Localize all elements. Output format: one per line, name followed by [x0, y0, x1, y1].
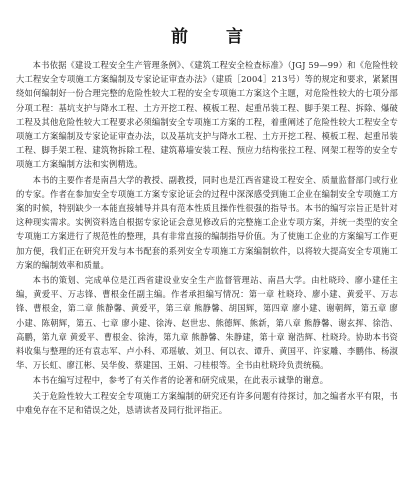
paragraph-4: 本书在编写过程中，参考了有关作者的论著和研究成果，在此表示诚挚的谢意。 [32, 375, 329, 386]
preface-body [16, 58, 398, 417]
paragraph-3: 本书的策划、完成单位是江西省建设业安全生产监督管理站、南昌大学。由杜晓玲、廖小建任主编，黄爱平、万志锋、曹根金任副主编。作者承担编写情况：第一章 杜晓玲、廖小建、黄爱平、万志锋、曹根金，第二章 熊静馨、黄爱平，第三章 熊静馨、胡国辉，第四章 廖小建、谢朝辉，第五章 廖小建、陈朝辉，第五、七章 廖小建、徐涛、赵世忠、熊德辉、熊新，第八章 熊静馨、谢玄挥、徐浩、高鹏，第九章 黄爱平、曹根金、徐涛，第九章 熊静馨、朱静建，第十章 谢浩辉、杜晓玲。协助本书资料收集与整理的还有袁志军、卢小科、邓瑶敏、刘卫、何以衣、谭升、黄国平、许家雕、李鹏伟、杨淑华、万长虹、廖江彬、吴华俊、蔡建国、王娟、刁桂根等。全书由杜晓玲负责统稿。 [16, 275, 398, 371]
paragraph-2: 本书的主要作者是南昌大学的教授、副教授，同时也是江西省建设工程安全、质量监督部门或行业的专家。作者在参加安全专项施工方案专家论证会的过程中深深感受到施工企业在编制安全专项施工方案的时候，特别缺少一本能直接辅导并具有范本性质且操作性很强的指导书。本书的编写宗旨正是针对这种现实需求。实例资料选自根据专家论证会意见修改后的完整施工企业专项方案，并统一类型的安全专项施工方案进行了规范性的整理，具有非常直接的编制指导价值。为了使施工企业的方案编写工作更加方便，我们正在研究开发与本书配套的系列安全专项施工方案编制软件，以将较大提高安全专项施工方案的编制效率和质量。 [16, 174, 398, 270]
page-title: 前 言 [171, 27, 259, 47]
paragraph-1: 本书依据《建设工程安全生产管理条例》、《建筑工程安全检查标准》（JGJ 59—99）和《危险性较大工程安全专项施工方案编制及专家论证审查办法》（建质［2004］213号）等的规定和要求，紧紧围绕如何编制好一份合理完整的危险性较大工程的安全专项施工方案这个主题，对危险性较大的七项分部分项工程：基坑支护与降水工程、土方开挖工程、模板工程、起重吊装工程、脚手架工程、拆除、爆破工程及其他危险性较大工程要求必须编制安全专项施工方案的工程，着重阐述了危险性较大工程安全专项施工方案编制及专家论证审查办法，以及基坑支护与降水工程、土方开挖工程、模板工程、起重吊装工程、脚手架工程、建筑物拆除工程、建筑幕墙安装工程、预应力结构张拉工程、网架工程等的安全专项施工方案编制方法和实例精选。 [16, 60, 398, 170]
paragraph-5: 关于危险性较大工程安全专项施工方案编制的研究还有许多问题有待探讨，加之编者水平有限，书中难免存在不足和错误之处，恳请读者及同行批评指正。 [16, 390, 398, 415]
